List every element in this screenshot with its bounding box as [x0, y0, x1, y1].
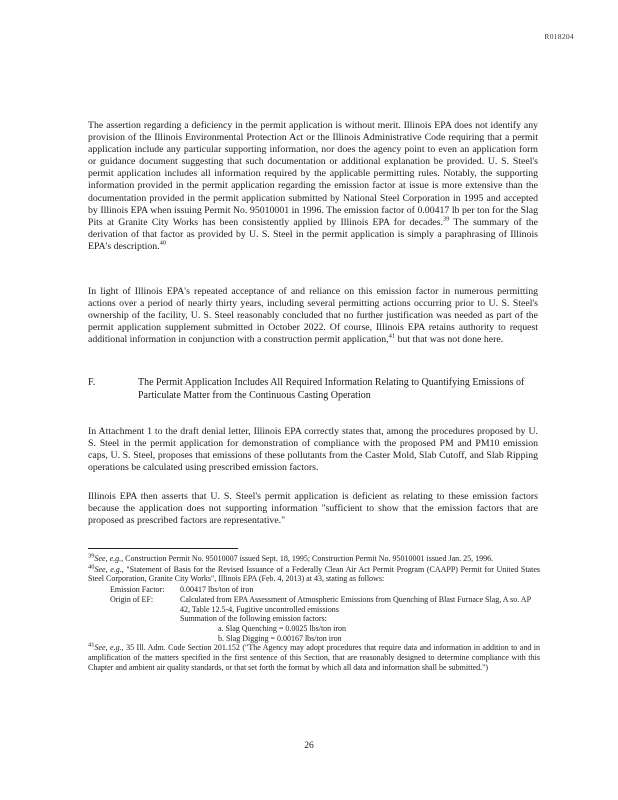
section-letter: F.	[88, 377, 96, 388]
footnote-number: 39	[88, 552, 95, 560]
paragraph-text: The summary of the derivation of that factor as provided by U. S. Steel in the permit application is simply a paraphrasing of Illinois EPA's description.	[88, 216, 538, 252]
footnote-40-item-a: a. Slag Quenching = 0.0025 lbs/ton iron	[218, 623, 347, 633]
footnote-signal: See, e.g.,	[94, 554, 124, 563]
footnote-41	[88, 643, 540, 672]
footnote-signal: See, e.g.,	[94, 643, 124, 653]
row-key: Origin of EF:	[110, 594, 154, 604]
footnote-ref: 39	[442, 215, 450, 223]
row-value: 0.00417 lbs/ton of iron	[180, 585, 254, 595]
footnote-40-row	[88, 595, 540, 614]
footnote-number: 40	[88, 563, 95, 571]
footnote-40-summation: Summation of the following emission factors:	[180, 614, 327, 624]
footnote-text: 35 Ill. Adm. Code Section 201.152 ("The Agency may adopt procedures that require data and information in addition to and in amplification of the matters specified in the first sentence of this Section, that are reasonably designed to determine compliance with this Chapter and ambient air quality standards, or that set forth the format by which all data and information shall be submitted.")	[88, 643, 541, 672]
section-title: The Permit Application Includes All Required Information Relating to Quantifying Emissions of Particulate Matter from the Continuous Casting Operation	[138, 377, 525, 401]
paragraph-text: In Attachment 1 to the draft denial letter, Illinois EPA correctly states that, among the procedures proposed by U. S. Steel in the permit application for demonstration of compliance with the proposed PM and PM10 emission caps, U. S. Steel, proposes that emissions of these pollutants from the Caster Mold, Slab Cutoff, and Slab Ripping operations be calculated using prescribed emission factors.	[88, 426, 538, 474]
section-heading	[88, 377, 528, 402]
page-identifier: R018204	[544, 32, 574, 41]
paragraph-text: The assertion regarding a deficiency in the permit application is without merit. Illinois EPA does not identify any provision of the Illinois Environmental Protection Act or the Illinois Administrative Code requiring that a permit application include any particular supporting information, nor does the agency point to even an application form or guidance document suggesting that such documentation or additional explanation be provided. U. S. Steel's permit application includes all information required by the applicable permitting rules. Notably, the supporting information provided in the permit application regarding the emission factor at issue is more extensive than the documentation provided in the permit application submitted by National Steel Corporation in 1995 and accepted by Illinois EPA when issuing Permit No. 95010001 in 1996. The emission factor of 0.00417 lb per ton for the Slag Pits at Granite City Works has been consistently applied by Illinois EPA for decades.	[88, 120, 538, 228]
footnote-ref: 41	[388, 333, 396, 341]
footnote-40-item-b: b. Slag Digging = 0.00167 lbs/ton iron	[218, 633, 342, 643]
footnote-40-row	[88, 585, 540, 595]
footnote-number: 41	[88, 641, 95, 649]
footnotes	[88, 554, 540, 673]
footnote-39	[88, 554, 540, 564]
paragraph-repeated-acceptance	[88, 286, 538, 346]
paragraph-illinois-assertion	[88, 491, 538, 527]
paragraph-attachment-1	[88, 426, 538, 474]
row-value: Calculated from EPA Assessment of Atmospheric Emissions from Quenching of Blast Furnace Slag, A so. AP 42, Table 12.5-4, Fugitive uncontrolled emissions	[180, 594, 531, 614]
footnote-text: "Statement of Basis for the Revised Issuance of a Federally Clean Air Act Permit Program (CAAPP) Permit for United States Steel Corporation, Granite City Works", Illinois EPA (Feb. 4, 2013) at 43, stating as follows:	[88, 564, 540, 584]
footnote-signal: See, e.g.,	[94, 564, 124, 574]
footnote-text: Construction Permit No. 95010007 issued Sept. 18, 1995; Construction Permit No. 95010001 issued Jan. 25, 1996.	[123, 554, 494, 563]
paragraph-deficiency-assertion	[88, 120, 538, 253]
footnote-40	[88, 565, 540, 584]
footnote-ref: 40	[159, 239, 167, 247]
paragraph-text: Illinois EPA then asserts that U. S. Steel's permit application is deficient as relating to these emission factors because the application does not supporting information "sufficient to show that the emission factors that are proposed as prescribed factors are representative."	[88, 491, 538, 527]
footnote-divider	[88, 548, 238, 549]
paragraph-text: but that was not done here.	[395, 334, 504, 346]
page-number: 26	[304, 741, 314, 751]
paragraph-text: In light of Illinois EPA's repeated acceptance of and reliance on this emission factor in numerous permitting actions over a period of nearly thirty years, including several permitting actions occurring prior to U. S. Steel's ownership of the facility, U. S. Steel reasonably concluded that no further justification was needed as part of the permit application supplement submitted in October 2022. Of course, Illinois EPA retains authority to request additional information in conjunction with a construction permit application,	[88, 286, 538, 346]
row-key: Emission Factor:	[110, 585, 165, 595]
